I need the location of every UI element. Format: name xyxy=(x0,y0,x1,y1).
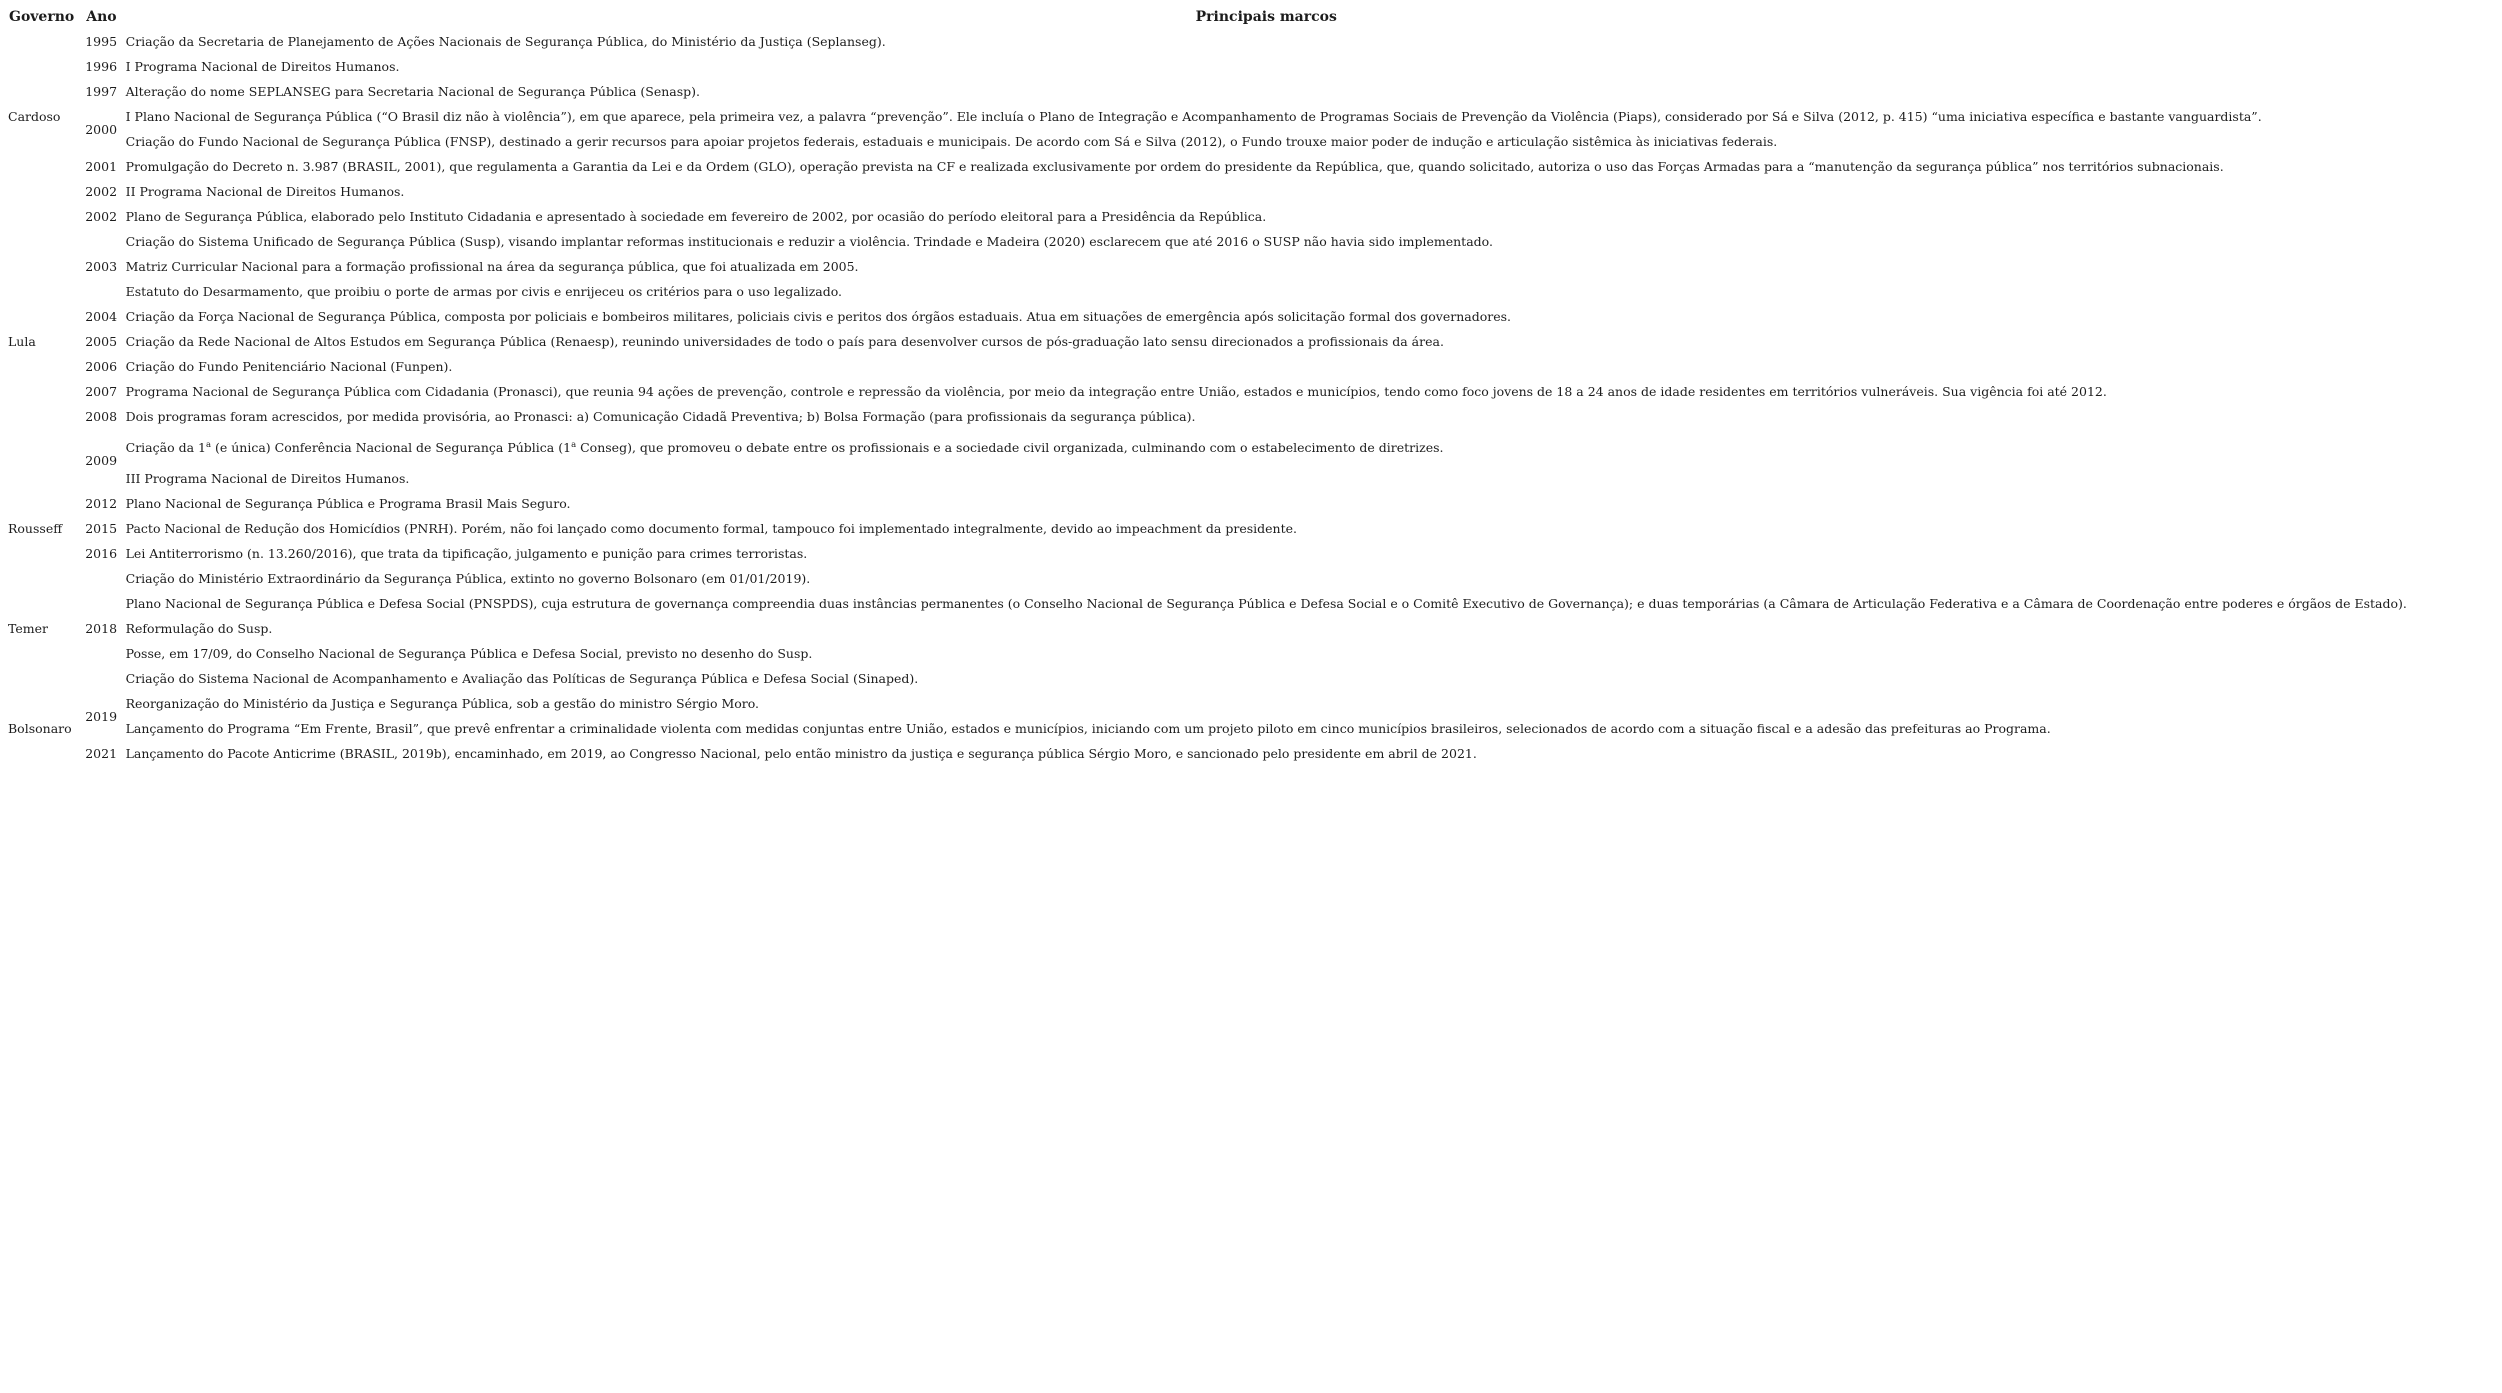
marco-cell: II Programa Nacional de Direitos Humanos. xyxy=(125,184,405,199)
marco-cell: Reformulação do Susp. xyxy=(125,621,273,636)
ano-cell: 2009 xyxy=(85,452,118,468)
table-row xyxy=(5,641,2410,666)
marco-cell: Estatuto do Desarmamento, que proibiu o porte de armas por civis e enrijeceu os critérios para o uso legalizado. xyxy=(125,284,843,299)
table-row xyxy=(5,666,2410,691)
marco-cell: Criação da Rede Nacional de Altos Estudos em Segurança Pública (Renaesp), reunindo universidades de todo o país para desenvolver cursos de pós-graduação lato sensu direcionados a profissionais da área. xyxy=(125,334,1444,349)
table-row xyxy=(5,254,2410,279)
governo-cell: Lula xyxy=(8,334,36,349)
governo-cell xyxy=(5,129,82,154)
ano-cell: 2003 xyxy=(85,259,118,274)
ano-cell: 2001 xyxy=(85,159,118,174)
marco-cell: Plano Nacional de Segurança Pública e Programa Brasil Mais Seguro. xyxy=(125,496,571,511)
governo-cell xyxy=(5,666,82,691)
governo-cell xyxy=(5,29,82,54)
marco-cell: Programa Nacional de Segurança Pública com Cidadania (Pronasci), que reunia 94 ações de prevenção, controle e repressão da violência, por meio da integração entre União, estados e municípios, tendo como foco jovens de 18 a 24 anos de idade residentes em territórios vulneráveis. Sua vigência foi até 2012. xyxy=(125,384,2107,399)
marco-cell: Plano Nacional de Segurança Pública e Defesa Social (PNSPDS), cuja estrutura de governança compreendia duas instâncias permanentes (o Conselho Nacional de Segurança Pública e Defesa Social e o Comitê Executivo de Governança); e duas temporárias (a Câmara de Articulação Federativa e a Câmara de Coordenação entre poderes e órgãos de Estado). xyxy=(125,596,2407,611)
ano-cell xyxy=(82,229,122,254)
table-row xyxy=(5,491,2410,516)
governo-cell xyxy=(5,154,82,179)
marco-cell: Promulgação do Decreto n. 3.987 (BRASIL, 2001), que regulamenta a Garantia da Lei e da Ordem (GLO), operação prevista na CF e realizada exclusivamente por ordem do presidente da República, que, quando solicitado, autoriza o uso das Forças Armadas para a “manutenção da segurança pública” nos territórios subnacionais. xyxy=(125,159,2224,174)
ano-cell: 2019 xyxy=(85,708,118,724)
marco-cell: Criação do Ministério Extraordinário da Segurança Pública, extinto no governo Bolsonaro (em 01/01/2019). xyxy=(125,571,811,586)
table-row xyxy=(5,79,2410,104)
governo-cell xyxy=(5,254,82,279)
governo-cell xyxy=(5,279,82,304)
marco-cell: Posse, em 17/09, do Conselho Nacional de Segurança Pública e Defesa Social, previsto no desenho do Susp. xyxy=(125,646,813,661)
marco-cell: Dois programas foram acrescidos, por medida provisória, ao Pronasci: a) Comunicação Cidadã Preventiva; b) Bolsa Formação (para profissionais da segurança pública). xyxy=(125,409,1196,424)
marco-cell: I Programa Nacional de Direitos Humanos. xyxy=(125,59,400,74)
ano-cell: 1996 xyxy=(85,59,118,74)
governo-cell xyxy=(5,179,82,204)
table-row xyxy=(5,154,2410,179)
ano-cell: 2012 xyxy=(85,496,118,511)
marco-text: Conseg), que promoveu o debate entre os profissionais e a sociedade civil organizada, culminando com o estabelecimento de diretrizes. xyxy=(576,440,1444,455)
table-row xyxy=(5,329,2410,354)
marco-cell: Criação do Fundo Nacional de Segurança Pública (FNSP), destinado a gerir recursos para apoiar projetos federais, estaduais e municipais. De acordo com Sá e Silva (2012), o Fundo trouxe maior poder de indução e articulação sistêmica às iniciativas federais. xyxy=(125,134,1778,149)
marcos-table xyxy=(5,5,2410,766)
governo-cell xyxy=(5,466,82,491)
governo-cell xyxy=(5,566,82,591)
marco-text: (e única) Conferência Nacional de Segurança Pública (1 xyxy=(211,440,572,455)
ordinal-superscript: a xyxy=(571,439,577,450)
marco-cell: Reorganização do Ministério da Justiça e Segurança Pública, sob a gestão do ministro Sérgio Moro. xyxy=(125,696,760,711)
table-row xyxy=(5,616,2410,641)
ano-cell xyxy=(82,641,122,666)
marco-cell: Criação do Sistema Unificado de Segurança Pública (Susp), visando implantar reformas institucionais e reduzir a violência. Trindade e Madeira (2020) esclarecem que até 2016 o SUSP não havia sido implementado. xyxy=(125,234,1493,249)
table-row xyxy=(5,716,2410,741)
table-row xyxy=(5,741,2410,766)
table-row xyxy=(5,54,2410,79)
ano-cell xyxy=(82,566,122,591)
marco-text: Criação da 1 xyxy=(125,440,206,455)
ano-cell: 1997 xyxy=(85,84,118,99)
marco-cell: Criação da Força Nacional de Segurança Pública, composta por policiais e bombeiros militares, policiais civis e peritos dos órgãos estaduais. Atua em situações de emergência após solicitação formal dos governadores. xyxy=(125,309,1512,324)
marco-cell: Criação do Fundo Penitenciário Nacional (Funpen). xyxy=(125,359,453,374)
header-ano: Ano xyxy=(86,9,117,25)
governo-cell xyxy=(5,379,82,404)
marco-cell: Matriz Curricular Nacional para a formação profissional na área da segurança pública, que foi atualizada em 2005. xyxy=(125,259,859,274)
header-governo: Governo xyxy=(9,9,75,25)
marco-cell: III Programa Nacional de Direitos Humanos. xyxy=(125,471,410,486)
header-principais-marcos: Principais marcos xyxy=(1195,9,1337,25)
governo-cell xyxy=(5,54,82,79)
ano-cell: 2016 xyxy=(85,546,118,561)
ano-cell: 2018 xyxy=(85,621,118,636)
marco-cell: Plano de Segurança Pública, elaborado pelo Instituto Cidadania e apresentado à sociedade em fevereiro de 2002, por ocasião do período eleitoral para a Presidência da República. xyxy=(125,209,1267,224)
marco-cell: Lei Antiterrorismo (n. 13.260/2016), que trata da tipificação, julgamento e punição para crimes terroristas. xyxy=(125,546,808,561)
governo-cell xyxy=(5,429,82,466)
ano-cell: 2007 xyxy=(85,384,118,399)
governo-cell xyxy=(5,79,82,104)
table-row xyxy=(5,429,2410,466)
ano-cell: 2005 xyxy=(85,334,118,349)
ano-cell xyxy=(82,666,122,691)
ano-cell: 2004 xyxy=(85,309,118,324)
governo-cell xyxy=(5,591,82,616)
governo-cell xyxy=(5,229,82,254)
table-row xyxy=(5,29,2410,54)
ano-cell: 2006 xyxy=(85,359,118,374)
governo-cell xyxy=(5,354,82,379)
ano-cell xyxy=(82,591,122,616)
marco-cell xyxy=(123,429,2410,466)
ano-cell: 2008 xyxy=(85,409,118,424)
ano-cell: 2015 xyxy=(85,521,118,536)
governo-cell xyxy=(5,641,82,666)
table-row xyxy=(5,229,2410,254)
table-row xyxy=(5,379,2410,404)
ano-cell: 2000 xyxy=(85,121,118,137)
table-row xyxy=(5,591,2410,616)
marco-cell: Lançamento do Pacote Anticrime (BRASIL, 2019b), encaminhado, em 2019, ao Congresso Nacional, pelo então ministro da justiça e segurança pública Sérgio Moro, e sancionado pelo presidente em abril de 2021. xyxy=(125,746,1477,761)
table-row xyxy=(5,179,2410,204)
table-row xyxy=(5,691,2410,716)
ano-cell: 2021 xyxy=(85,746,118,761)
ano-cell: 2002 xyxy=(85,184,118,199)
governo-cell xyxy=(5,304,82,329)
governo-cell: Rousseff xyxy=(8,521,63,536)
governo-cell: Bolsonaro xyxy=(8,721,72,736)
table-row xyxy=(5,541,2410,566)
marco-cell: Criação do Sistema Nacional de Acompanhamento e Avaliação das Políticas de Segurança Pública e Defesa Social (Sinaped). xyxy=(125,671,919,686)
ano-cell: 2002 xyxy=(85,209,118,224)
governo-cell xyxy=(5,691,82,716)
table-row xyxy=(5,304,2410,329)
governo-cell xyxy=(5,404,82,429)
ordinal-superscript: a xyxy=(205,439,212,450)
table-row xyxy=(5,404,2410,429)
table-row xyxy=(5,104,2410,129)
table-row xyxy=(5,566,2410,591)
ano-cell: 1995 xyxy=(85,34,118,49)
table-row xyxy=(5,129,2410,154)
marco-cell: Pacto Nacional de Redução dos Homicídios (PNRH). Porém, não foi lançado como documento formal, tampouco foi implementado integralmente, devido ao impeachment da presidente. xyxy=(125,521,1297,536)
table-row xyxy=(5,466,2410,491)
governo-cell: Cardoso xyxy=(8,109,61,124)
table-row xyxy=(5,204,2410,229)
header-row xyxy=(5,5,2410,29)
table-row xyxy=(5,516,2410,541)
marco-cell: Alteração do nome SEPLANSEG para Secretaria Nacional de Segurança Pública (Senasp). xyxy=(125,84,700,99)
table-row xyxy=(5,354,2410,379)
governo-cell xyxy=(5,741,82,766)
governo-cell xyxy=(5,541,82,566)
table-row xyxy=(5,279,2410,304)
marco-cell: Lançamento do Programa “Em Frente, Brasil”, que prevê enfrentar a criminalidade violenta com medidas conjuntas entre União, estados e municípios, iniciando com um projeto piloto em cinco municípios brasileiros, selecionados de acordo com a situação fiscal e a adesão das prefeituras ao Programa. xyxy=(125,721,2051,736)
marco-cell: I Plano Nacional de Segurança Pública (“O Brasil diz não à violência”), em que aparece, pela primeira vez, a palavra “prevenção”. Ele incluía o Plano de Integração e Acompanhamento de Programas Sociais de Prevenção da Violência (Piaps), considerado por Sá e Silva (2012, p. 415) “uma iniciativa específica e bastante vanguardista”. xyxy=(125,109,2262,124)
governo-cell: Temer xyxy=(8,621,48,636)
governo-cell xyxy=(5,491,82,516)
marco-cell: Criação da Secretaria de Planejamento de Ações Nacionais de Segurança Pública, do Ministério da Justiça (Seplanseg). xyxy=(125,34,886,49)
ano-cell xyxy=(82,279,122,304)
governo-cell xyxy=(5,204,82,229)
